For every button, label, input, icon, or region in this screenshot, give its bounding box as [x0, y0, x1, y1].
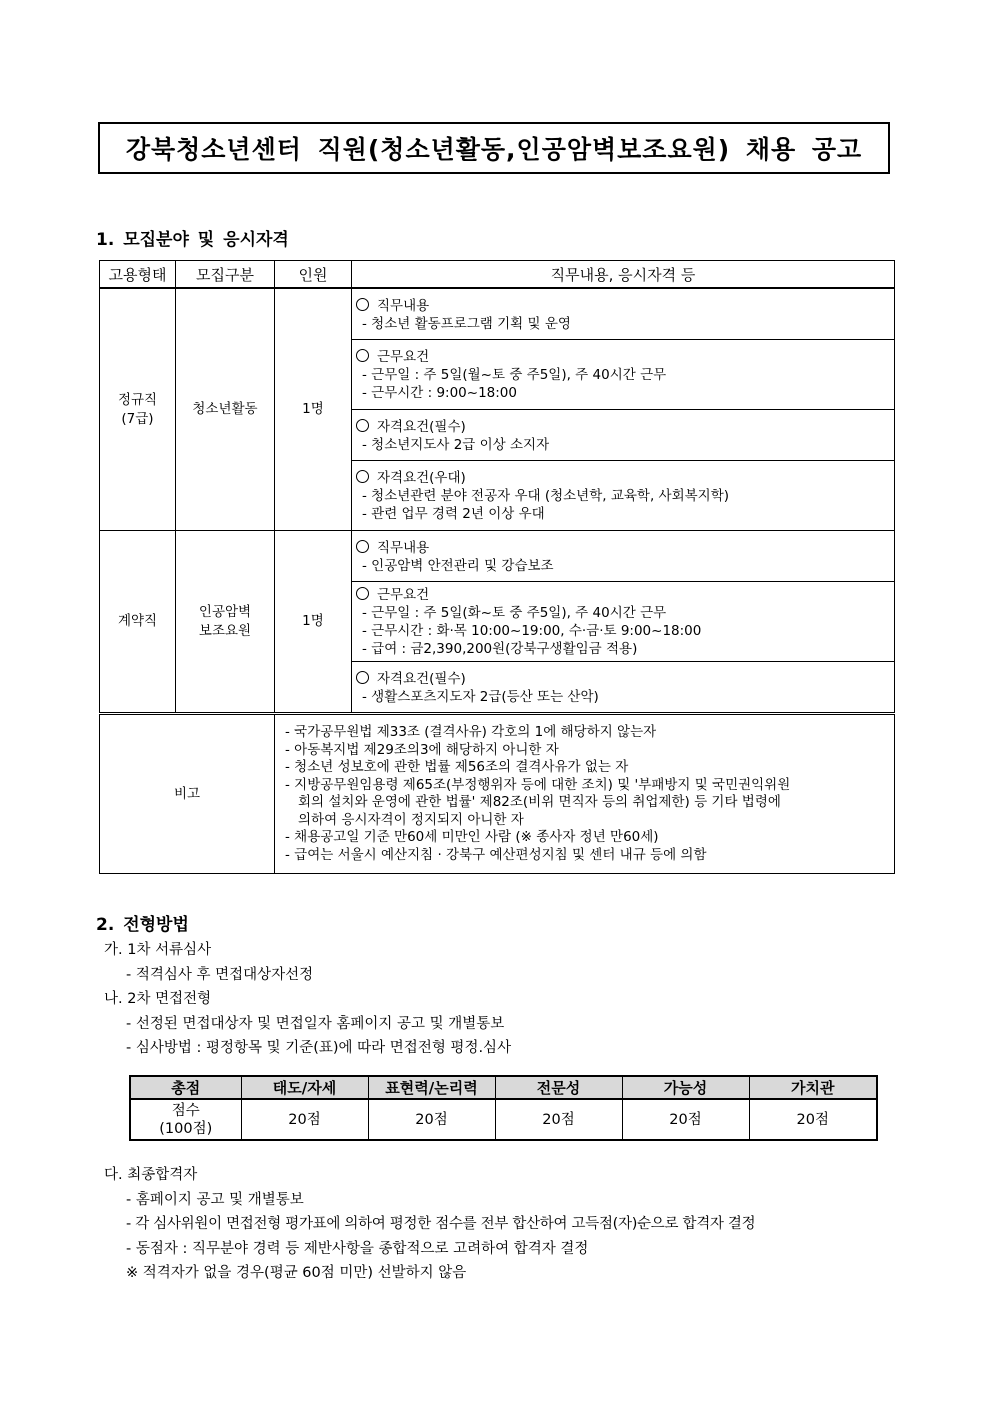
- score-header: 총점: [130, 1076, 241, 1099]
- notes-label: 비고: [100, 714, 275, 874]
- header-category: 모집구분: [176, 261, 275, 289]
- detail-block: 자격요건(우대) - 청소년관련 분야 전공자 우대 (청소년학, 교육학, 사회복지학) - 관련 업무 경력 2년 이상 우대: [352, 461, 895, 531]
- section2-heading: 2. 전형방법: [96, 915, 189, 935]
- score-header: 가능성: [622, 1076, 749, 1099]
- score-header: 가치관: [749, 1076, 877, 1099]
- notes-cell: [275, 714, 895, 874]
- score-table: [129, 1075, 878, 1141]
- list-item: - 적격심사 후 면접대상자선정: [126, 966, 314, 983]
- count-cell: 1명: [275, 531, 352, 714]
- table-row: [100, 288, 895, 340]
- category-cell: 청소년활동: [176, 288, 275, 531]
- score-value: 20점: [241, 1099, 368, 1140]
- page-title: 강북청소년센터 직원(청소년활동,인공암벽보조요원) 채용 공고: [98, 122, 890, 174]
- score-header: 전문성: [495, 1076, 622, 1099]
- section1-heading: 1. 모집분야 및 응시자격: [96, 230, 289, 250]
- note-line: - 아동복지법 제29조의3에 해당하지 아니한 자: [285, 741, 559, 758]
- header-count: 인원: [275, 261, 352, 289]
- score-header-row: [130, 1076, 877, 1099]
- category-cell: 인공암벽 보조요원: [176, 531, 275, 714]
- detail-block: 직무내용 - 청소년 활동프로그램 기획 및 운영: [352, 288, 895, 340]
- circle-bullet-icon: [356, 540, 369, 553]
- selection-steps-1-2: [104, 938, 511, 1061]
- note-line: - 지방공무원임용령 제65조(부정행위자 등에 대한 조치) 및 '부패방지 및 국민권익위원: [285, 776, 791, 793]
- score-value: 20점: [749, 1099, 877, 1140]
- circle-bullet-icon: [356, 298, 369, 311]
- list-item: - 동점자 : 직무분야 경력 등 제반사항을 종합적으로 고려하여 합격자 결정: [126, 1240, 589, 1257]
- score-value: 20점: [368, 1099, 495, 1140]
- note-line: - 국가공무원법 제33조 (결격사유) 각호의 1에 해당하지 않는자: [285, 724, 657, 740]
- list-item: - 각 심사위원이 면접전형 평가표에 의하여 평정한 점수를 전부 합산하여 고득점(자)순으로 합격자 결정: [126, 1216, 756, 1232]
- header-details: 직무내용, 응시자격 등: [352, 261, 895, 289]
- employment-type-cell: 계약직: [100, 531, 176, 714]
- circle-bullet-icon: [356, 587, 369, 600]
- detail-block: 근무요건 - 근무일 : 주 5일(월~토 중 주5일), 주 40시간 근무 - 근무시간 : 9:00~18:00: [352, 340, 895, 410]
- circle-bullet-icon: [356, 671, 369, 684]
- score-header: 태도/자세: [241, 1076, 368, 1099]
- list-item: - 선정된 면접대상자 및 면접일자 홈페이지 공고 및 개별통보: [126, 1015, 505, 1032]
- footnote: ※ 적격자가 없을 경우(평균 60점 미만) 선발하지 않음: [126, 1265, 467, 1281]
- header-employment-type: 고용형태: [100, 261, 176, 289]
- circle-bullet-icon: [356, 349, 369, 362]
- list-item: - 홈페이지 공고 및 개별통보: [126, 1191, 304, 1208]
- table-header-row: [100, 261, 895, 289]
- step1-title: 가. 1차 서류심사: [104, 942, 212, 958]
- score-total: 점수 (100점): [130, 1099, 241, 1140]
- note-line: - 급여는 서울시 예산지침 · 강북구 예산편성지침 및 센터 내규 등에 의함: [285, 846, 707, 863]
- employment-type-cell: 정규직 (7급): [100, 288, 176, 531]
- circle-bullet-icon: [356, 470, 369, 483]
- notes-row: [100, 714, 895, 874]
- detail-block: 직무내용 - 인공암벽 안전관리 및 강습보조: [352, 531, 895, 582]
- detail-block: 근무요건 - 근무일 : 주 5일(화~토 중 주5일), 주 40시간 근무 - 근무시간 : 화·목 10:00~19:00, 수·금·토 9:00~18:00 - 급여 : 금2,390,200원(강북구생활임금 적용): [352, 582, 895, 662]
- score-row: [130, 1099, 877, 1140]
- list-item: - 심사방법 : 평정항목 및 기준(표)에 따라 면접전형 평정.심사: [126, 1040, 512, 1056]
- note-line: - 채용공고일 기준 만60세 미만인 사람 (※ 종사자 정년 만60세): [285, 829, 659, 845]
- recruitment-table: [99, 260, 895, 874]
- count-cell: 1명: [275, 288, 352, 531]
- note-line: - 청소년 성보호에 관한 법률 제56조의 결격사유가 없는 자: [285, 759, 629, 775]
- selection-step-3: [104, 1163, 755, 1286]
- note-line: 회의 설치와 운영에 관한 법률' 제82조(비위 면직자 등의 취업제한) 등 기타 법령에: [298, 794, 781, 810]
- note-line: 의하여 응시자격이 정지되지 아니한 자: [298, 811, 524, 828]
- detail-block: 자격요건(필수) - 생활스포츠지도자 2급(등산 또는 산악): [352, 662, 895, 714]
- score-value: 20점: [495, 1099, 622, 1140]
- step2-title: 나. 2차 면접전형: [104, 991, 212, 1007]
- step3-title: 다. 최종합격자: [104, 1167, 198, 1183]
- score-value: 20점: [622, 1099, 749, 1140]
- score-header: 표현력/논리력: [368, 1076, 495, 1099]
- table-row: [100, 531, 895, 582]
- detail-block: 자격요건(필수) - 청소년지도사 2급 이상 소지자: [352, 410, 895, 461]
- circle-bullet-icon: [356, 419, 369, 432]
